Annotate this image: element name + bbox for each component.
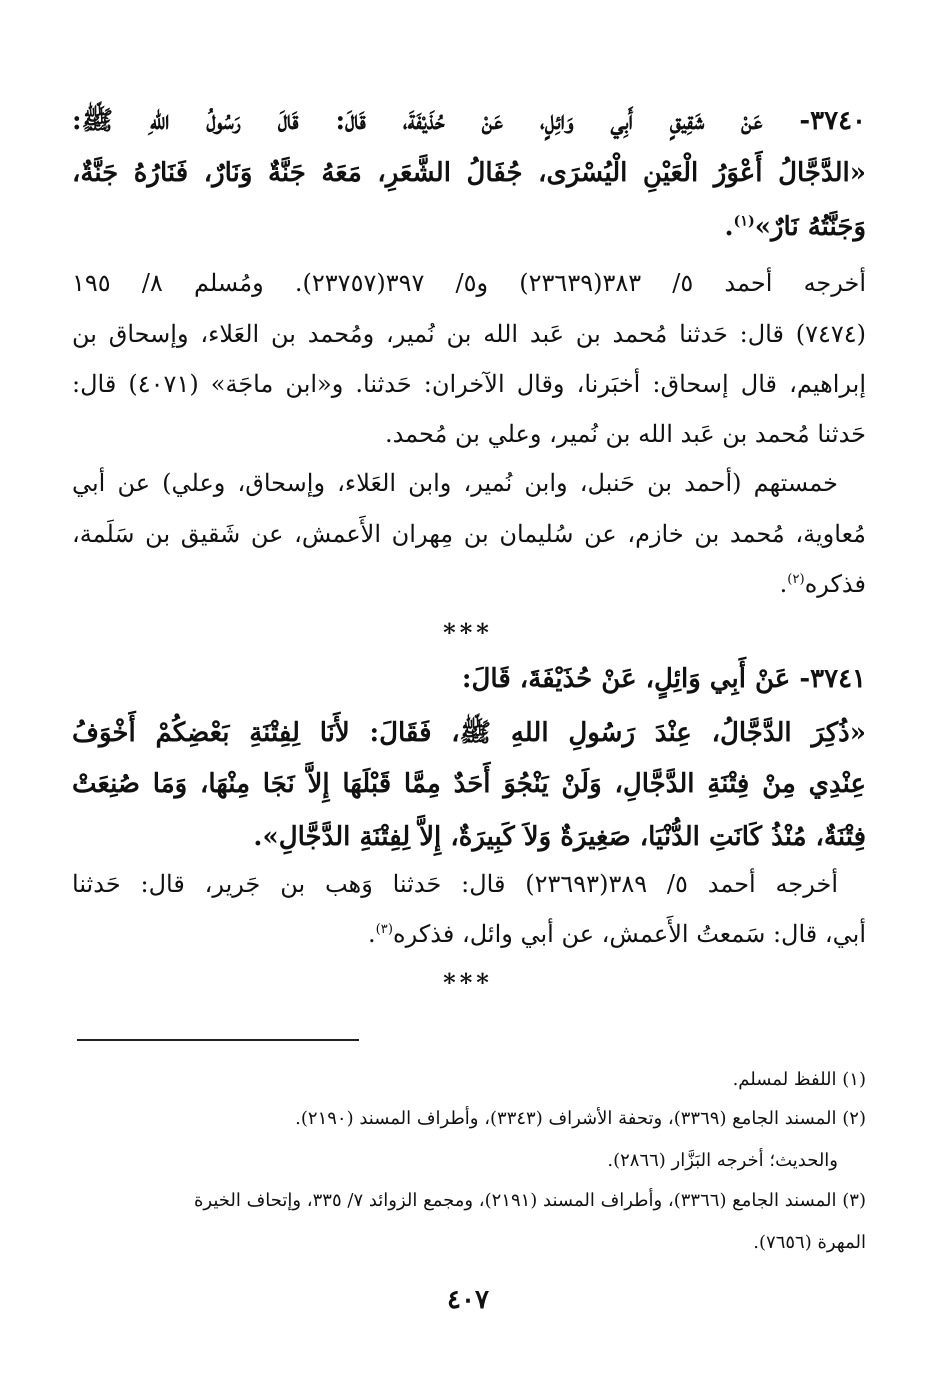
footnote-divider [77,1039,359,1041]
takhrij-3740-p1-line-2: (٧٤٧٤) قال: حَدثنا مُحمد بن عَبد الله بن نُمير، ومُحمد بن العَلاء، وإسحاق بن [72,320,866,348]
takhrij-3740-p2-line-1: خمستهم (أحمد بن حَنبل، وابن نُمير، وابن العَلاء، وإسحاق، وعلي) عن أبي [72,469,838,497]
footnote-2-continuation: والحديث؛ أخرجه البَزَّار (٢٨٦٦). [607,1150,838,1171]
footnote-3-continuation: المهرة (٧٦٥٦). [753,1232,866,1253]
separator-stars-2: *** [443,968,493,997]
takhrij-3740-p1-line-4: حَدثنا مُحمد بن عَبد الله بن نُمير، وعلي بن مُحمد. [384,420,866,448]
takhrij-3741-line-1: أخرجه أحمد ٥/ ٣٨٩(٢٣٦٩٣) قال: حَدثنا وَهب بن جَرير، قال: حَدثنا [72,870,838,898]
takhrij-3741-line-2-text: أبي، قال: سَمعتُ الأَعمش، عن أبي وائل، فذكره [393,920,866,948]
hadith-3740-line-1: ٣٧٤٠- عَنْ شَقِيقٍ أَبِي وَائِلٍ، عَنْ حُذَيْفَةَ، قَالَ: قَالَ رَسُولُ اللهِ ﷺ: [72,106,866,136]
footnote-3: (٣) المسند الجامع (٣٣٦٦)، وأطراف المسند (٢١٩١)، ومجمع الزوائد ٧/ ٣٣٥، وإتحاف الخيرة [194,1190,866,1211]
hadith-3741-line-3: عِنْدِي مِنْ فِتْنَةِ الدَّجَّالِ، وَلَنْ يَنْجُوَ أَحَدٌ مِمَّا قَبْلَهَا إِلاَّ نَجَا مِنْهَا، وَمَا صُنِعَتْ [72,769,866,799]
separator-stars-1: *** [443,618,493,647]
takhrij-3740-p2-line-3 [72,570,866,598]
hadith-3741-line-1: ٣٧٤١- عَنْ أَبِي وَائِلٍ، عَنْ حُذَيْفَةَ، قَالَ: [461,664,866,694]
hadith-3740-line-2: «الدَّجَّالُ أَعْوَرُ الْعَيْنِ الْيُسْرَى، جُفَالُ الشَّعَرِ، مَعَهُ جَنَّةٌ وَنَارٌ، فَنَارُهُ جَنَّةٌ، [72,158,866,188]
footnote-ref-3: (٣) [375,922,394,937]
takhrij-3741-end: . [368,920,376,948]
page-number: ٤٠٧ [447,1285,489,1315]
takhrij-3740-p1-line-1: أخرجه أحمد ٥/ ٣٨٣(٢٣٦٣٩) و٥/ ٣٩٧(٢٣٧٥٧). ومُسلم ٨/ ١٩٥ [72,269,867,297]
footnote-2: (٢) المسند الجامع (٣٣٦٩)، وتحفة الأشراف (٣٣٤٣)، وأطراف المسند (٢١٩٠). [295,1108,866,1129]
footnote-ref-1: (١) [733,213,755,230]
footnote-ref-2: (٢) [787,572,805,587]
footnote-1: (١) اللفظ لمسلم. [732,1069,866,1090]
hadith-3740-end: . [724,212,734,242]
takhrij-3741-line-2 [72,920,866,948]
hadith-3741-line-4: فِتْنَةٌ، مُنْذُ كَانَتِ الدُّنْيَا، صَغِيرَةٌ وَلاَ كَبِيرَةٌ، إِلاَّ لِفِتْنَةِ الدَّجَّالِ». [253,822,866,852]
takhrij-3740-p2-line-3-text: فذكره [804,570,866,598]
hadith-3741-line-2: «ذُكِرَ الدَّجَّالُ، عِنْدَ رَسُولِ اللهِ ﷺ، فَقَالَ: لأَنَا لِفِتْنَةِ بَعْضِكُمْ أَخْوَفُ [72,718,866,748]
hadith-3740-line-3 [72,212,866,242]
hadith-3740-line-3-text: وَجَنَّتُهُ نَارٌ» [754,212,866,242]
takhrij-3740-p1-line-3: إبراهيم، قال إسحاق: أخبَرنا، وقال الآخران: حَدثنا. و«ابن ماجَة» (٤٠٧١) قال: [72,370,866,398]
takhrij-3740-p2-line-2: مُعاوية، مُحمد بن خازم، عن سُليمان بن مِهران الأَعمش، عن شَقيق بن سَلَمة، [72,520,866,548]
takhrij-3740-end: . [779,570,788,598]
